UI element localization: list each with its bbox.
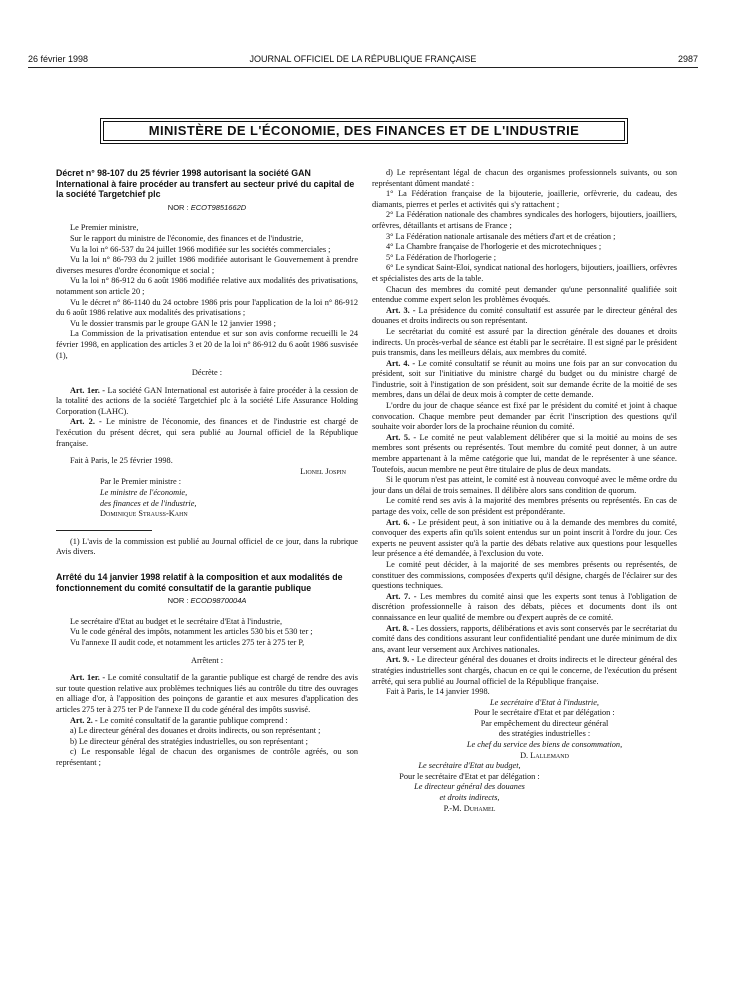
- article-paragraph: [372, 592, 677, 624]
- paragraph: Sur le rapport du ministre de l'économie, des finances et de l'industrie,: [70, 233, 304, 243]
- article-text: Le secrétariat du comité est assuré par la direction générale des douanes et droits indirects. Un procès-verbal de séance est établi par le secrétaire. Il est signé par le président puis transmis, dans les meilleurs délais, aux membres du comité.: [372, 326, 677, 358]
- done-at: Fait à Paris, le 14 janvier 1998.: [386, 687, 490, 697]
- article-paragraph: [372, 327, 677, 359]
- nor-label: NOR :: [167, 202, 189, 212]
- left-column: [56, 168, 358, 769]
- sig1-chief: Le chef du service des biens de consommation,: [466, 740, 623, 750]
- article-label: Art. 2. -: [70, 715, 98, 725]
- article-paragraph: [372, 496, 677, 517]
- signature-block-1: [372, 698, 677, 762]
- paragraph: Vu le code général des impôts, notamment les articles 530 bis et 530 ter ;: [70, 627, 313, 637]
- article-text: Si le quorum n'est pas atteint, le comité est à nouveau convoqué avec le même ordre du jour dans un délai de trois semaines. Il délibère alors sans condition de quorum.: [372, 475, 677, 495]
- article-paragraph: [372, 655, 677, 687]
- header-date: 26 février 1998: [28, 54, 89, 64]
- decree1-nor: [56, 203, 358, 214]
- article-label: Art. 1er. -: [70, 385, 106, 395]
- signer-name: Lionel Jospin: [300, 466, 346, 476]
- article-label: Art. 9. -: [386, 655, 415, 665]
- article-label: Art. 6. -: [386, 517, 416, 527]
- sig1-title: Le secrétaire d'Etat à l'industrie,: [489, 697, 599, 707]
- article-text: L'ordre du jour de chaque séance est fixé par le président du comité et joint à chaque convocation. Chaque membre peut demander par écrit l'inscription des questions qu'il souhaite voir aborder lors de la prochaine réunion du comité.: [372, 401, 677, 432]
- article-1: [56, 673, 358, 715]
- sig2-title: Le secrétaire d'Etat au budget,: [418, 761, 521, 771]
- done-at: Fait à Paris, le 25 février 1998.: [70, 456, 173, 466]
- by-pm: Par le Premier ministre :: [100, 477, 182, 487]
- article-paragraph: [372, 359, 677, 401]
- sig2-dir-2: et droits indirects,: [439, 793, 500, 803]
- paragraph: Vu l'annexe II audit code, et notamment les articles 275 ter à 275 ter P,: [70, 637, 305, 647]
- ministry-title: MINISTÈRE DE L'ÉCONOMIE, DES FINANCES ET DE L'INDUSTRIE: [103, 121, 625, 141]
- article-1: [56, 386, 358, 418]
- decree1-title: Décret n° 98-107 du 25 février 1998 autorisant la société GAN International à faire procéder au transfert au secteur privé du capital de la société Targetchief plc: [56, 168, 355, 200]
- minister-title-2: des finances et de l'industrie,: [100, 498, 197, 508]
- article-label: Art. 7. -: [386, 591, 417, 601]
- article-text: Le comité peut décider, à la majorité de ses membres présents ou représentés, de constituer des commissions, composées d'experts qu'il désigne, chargés de l'éclairer sur des questions techniques.: [372, 559, 677, 591]
- page-header: [28, 54, 698, 68]
- article-2: [56, 417, 358, 449]
- countersign-block: [56, 477, 358, 519]
- nor-label: NOR :: [167, 596, 189, 606]
- list-item: a) Le directeur général des douanes et droits indirects, ou son représentant ;: [70, 726, 321, 736]
- sig2-by: Pour le secrétaire d'Etat et par délégation :: [399, 771, 540, 781]
- paragraph: La Commission de la privatisation entendue et sur son avis conforme recueilli le 24 février 1998, en application des articles 3 et 20 de la loi n° 86-912 du 6 août 1986 susvisée (1),: [56, 329, 358, 360]
- list-item: d) Le représentant légal de chacun des organismes professionnels suivants, ou son représentant dûment mandaté :: [372, 168, 677, 188]
- header-rule: [28, 67, 698, 68]
- article-paragraph: [372, 306, 677, 327]
- article-label: Art. 1er. -: [70, 673, 106, 683]
- article-paragraph: [372, 560, 677, 592]
- minister-title: Le ministre de l'économie,: [100, 488, 188, 498]
- sig1-imped: Par empêchement du directeur général: [480, 718, 609, 728]
- right-column: [372, 168, 677, 814]
- articles-list: [372, 306, 677, 687]
- article-text: La présidence du comité consultatif est assurée par le directeur général des douanes et droits indirects ou son représentant.: [372, 305, 677, 326]
- header-page-number: 2987: [677, 54, 698, 64]
- list-item: 1° La Fédération française de la bijouterie, joaillerie, orfèvrerie, du cadeau, des diamants, pierres et perles et activités qui s'y rattachent ;: [372, 189, 677, 209]
- sig1-imped-2: des stratégies industrielles :: [498, 729, 591, 739]
- sig1-by: Pour le secrétaire d'Etat et par délégation :: [474, 708, 615, 718]
- list-item: 4° La Chambre française de l'horlogerie et des microtechniques ;: [386, 242, 602, 252]
- article-paragraph: [372, 518, 677, 560]
- sig2-name: P.-M. Duhamel: [443, 803, 496, 813]
- list-item: 3° La Fédération nationale artisanale des métiers d'art et de création ;: [386, 231, 616, 241]
- minister-name: Dominique Strauss-Kahn: [100, 509, 188, 519]
- article-label: Art. 4. -: [386, 358, 416, 368]
- list-item: 2° La Fédération nationale des chambres syndicales des horlogers, bijoutiers, joailliers, orfèvres, détaillants et artisans de France ;: [372, 210, 677, 230]
- article-text: Le comité consultatif se réunit au moins une fois par an sur convocation du président, soit sur l'initiative du ministre chargé du budget ou du ministre chargé de l'industrie, soit à l'instigation de son président, soit sur demande écrite de la moitié de ses membres, dans un délai de deux mois à compter de cette demande.: [372, 358, 678, 400]
- nor-code: ECOT9851662D: [190, 202, 247, 212]
- article-paragraph: [372, 433, 677, 475]
- article-label: Art. 3. -: [386, 305, 416, 315]
- article-2: [56, 716, 358, 727]
- header-journal-title: JOURNAL OFFICIEL DE LA RÉPUBLIQUE FRANÇAISE: [249, 54, 477, 64]
- paragraph: Chacun des membres du comité peut demander qu'une personnalité qualifiée soit entendue comme expert selon les problèmes évoqués.: [372, 284, 677, 305]
- article-paragraph: [372, 624, 677, 656]
- decree2-title: Arrêté du 14 janvier 1998 relatif à la composition et aux modalités de fonctionnement du comité consultatif de la garantie publique: [56, 572, 343, 593]
- paragraph: Vu le décret n° 86-1140 du 24 octobre 1986 pris pour l'application de la loi n° 86-912 du 6 août 1986 relative aux modalités des privatisations ;: [56, 297, 358, 318]
- article-text: Le comité consultatif de la garantie publique comprend :: [99, 715, 288, 725]
- sig1-name: D. Lallemand: [520, 750, 569, 760]
- article-text: Le comité rend ses avis à la majorité des membres présents ou représentés. En cas de partage des voix, celle de son président est prépondérante.: [372, 496, 677, 516]
- article-text: Les membres du comité ainsi que les experts sont tenus à l'obligation de discrétion professionnelle à raison des débats, pièces et documents dont ils ont connaissance en leur qualité de membre ou d'expert auprès de ce comité.: [372, 591, 677, 622]
- list-item: c) Le responsable légal de chacun des organismes de contrôle agréés, ou son représentant ;: [56, 747, 358, 767]
- paragraph: Vu la loi n° 86-912 du 6 août 1986 modifiée relative aux modalités des privatisations, notamment son article 20 ;: [56, 276, 358, 296]
- list-item: 6° Le syndicat Saint-Eloi, syndicat national des horlogers, bijoutiers, joailliers, orfèvres et spécialistes des arts de la table.: [372, 263, 677, 283]
- article-label: Art. 5. -: [386, 432, 417, 442]
- ministry-banner: [100, 118, 628, 144]
- paragraph: Vu la loi n° 86-793 du 2 juillet 1986 modifiée autorisant le Gouvernement à prendre diverses mesures d'ordre économique et social ;: [56, 255, 358, 275]
- paragraph: Le Premier ministre,: [70, 223, 139, 233]
- article-label: Art. 2. -: [70, 417, 102, 427]
- article-paragraph: [372, 401, 677, 433]
- article-paragraph: [372, 475, 677, 496]
- decree2-nor: [56, 596, 358, 607]
- sig2-dir: Le directeur général des douanes: [414, 782, 525, 792]
- article-text: Le ministre de l'économie, des finances et de l'industrie est chargé de l'exécution du présent décret, qui sera publié au Journal officiel de la République française.: [56, 417, 359, 448]
- signature-block-2: [372, 761, 677, 814]
- article-text: Le comité ne peut valablement délibérer que si la moitié au moins de ses membres sont présents ou représentés. Tout membre du comité peut donner, à un autre membre appartenant à la même catégorie que lui, mandat de le représenter à une séance. Toutefois, aucun membre ne peut être titulaire de plus de deux mandats.: [372, 432, 677, 474]
- list-item: b) Le directeur général des stratégies industrielles, ou son représentant ;: [70, 736, 308, 746]
- article-text: Le directeur général des douanes et droits indirects et le directeur général des stratégies industrielles sont chargés, chacun en ce qui le concerne, de l'exécution du présent arrêté, qui sera publié au Journal officiel de la République française.: [372, 655, 677, 686]
- list-item: 5° La Fédération de l'horlogerie ;: [386, 252, 497, 262]
- decrete-heading: Décrète :: [191, 368, 223, 378]
- footnote: (1) L'avis de la commission est publié au Journal officiel de ce jour, dans la rubrique Avis divers.: [56, 536, 358, 557]
- nor-code: ECOD9870004A: [190, 596, 247, 606]
- article-text: Le président peut, à son initiative ou à la demande des membres du comité, convoquer des experts afin qu'ils soient entendus sur un point inscrit à l'ordre du jour. Ces experts ne peuvent assister qu'à la partie des débats relative aux questions pour lesquelles leur présence a été demandée, à l'exclusion du vote.: [372, 517, 677, 559]
- article-text: Les dossiers, rapports, délibérations et avis sont conservés par le secrétariat du comité dans des conditions assurant leur confidentialité pendant une durée minimum de dix ans, avant leur versement aux Archives nationales.: [372, 623, 677, 654]
- paragraph: Le secrétaire d'Etat au budget et le secrétaire d'Etat à l'industrie,: [70, 616, 283, 626]
- footnote-rule: [56, 530, 152, 531]
- article-text: La société GAN International est autorisée à faire procéder à la cession de la totalité des actions de la société Targetchief plc à la société Life Assurance Holding Corporation (LAHC).: [56, 385, 359, 416]
- paragraph: Vu le dossier transmis par le groupe GAN le 12 janvier 1998 ;: [70, 318, 276, 328]
- paragraph: Vu la loi n° 66-537 du 24 juillet 1966 modifiée sur les sociétés commerciales ;: [70, 244, 331, 254]
- article-label: Art. 8. -: [386, 623, 414, 633]
- article-text: Le comité consultatif de la garantie publique est chargé de rendre des avis sur toute question relative aux problèmes techniques liés au contrôle du titre des ouvrages en alliage d'or, à l'apposition des poinçons de garantie et aux mesures d'application des articles 275 ter à 275 ter P de l'annexe II du code général des impôts susvisé.: [56, 673, 359, 714]
- arretent-heading: Arrêtent :: [190, 655, 224, 665]
